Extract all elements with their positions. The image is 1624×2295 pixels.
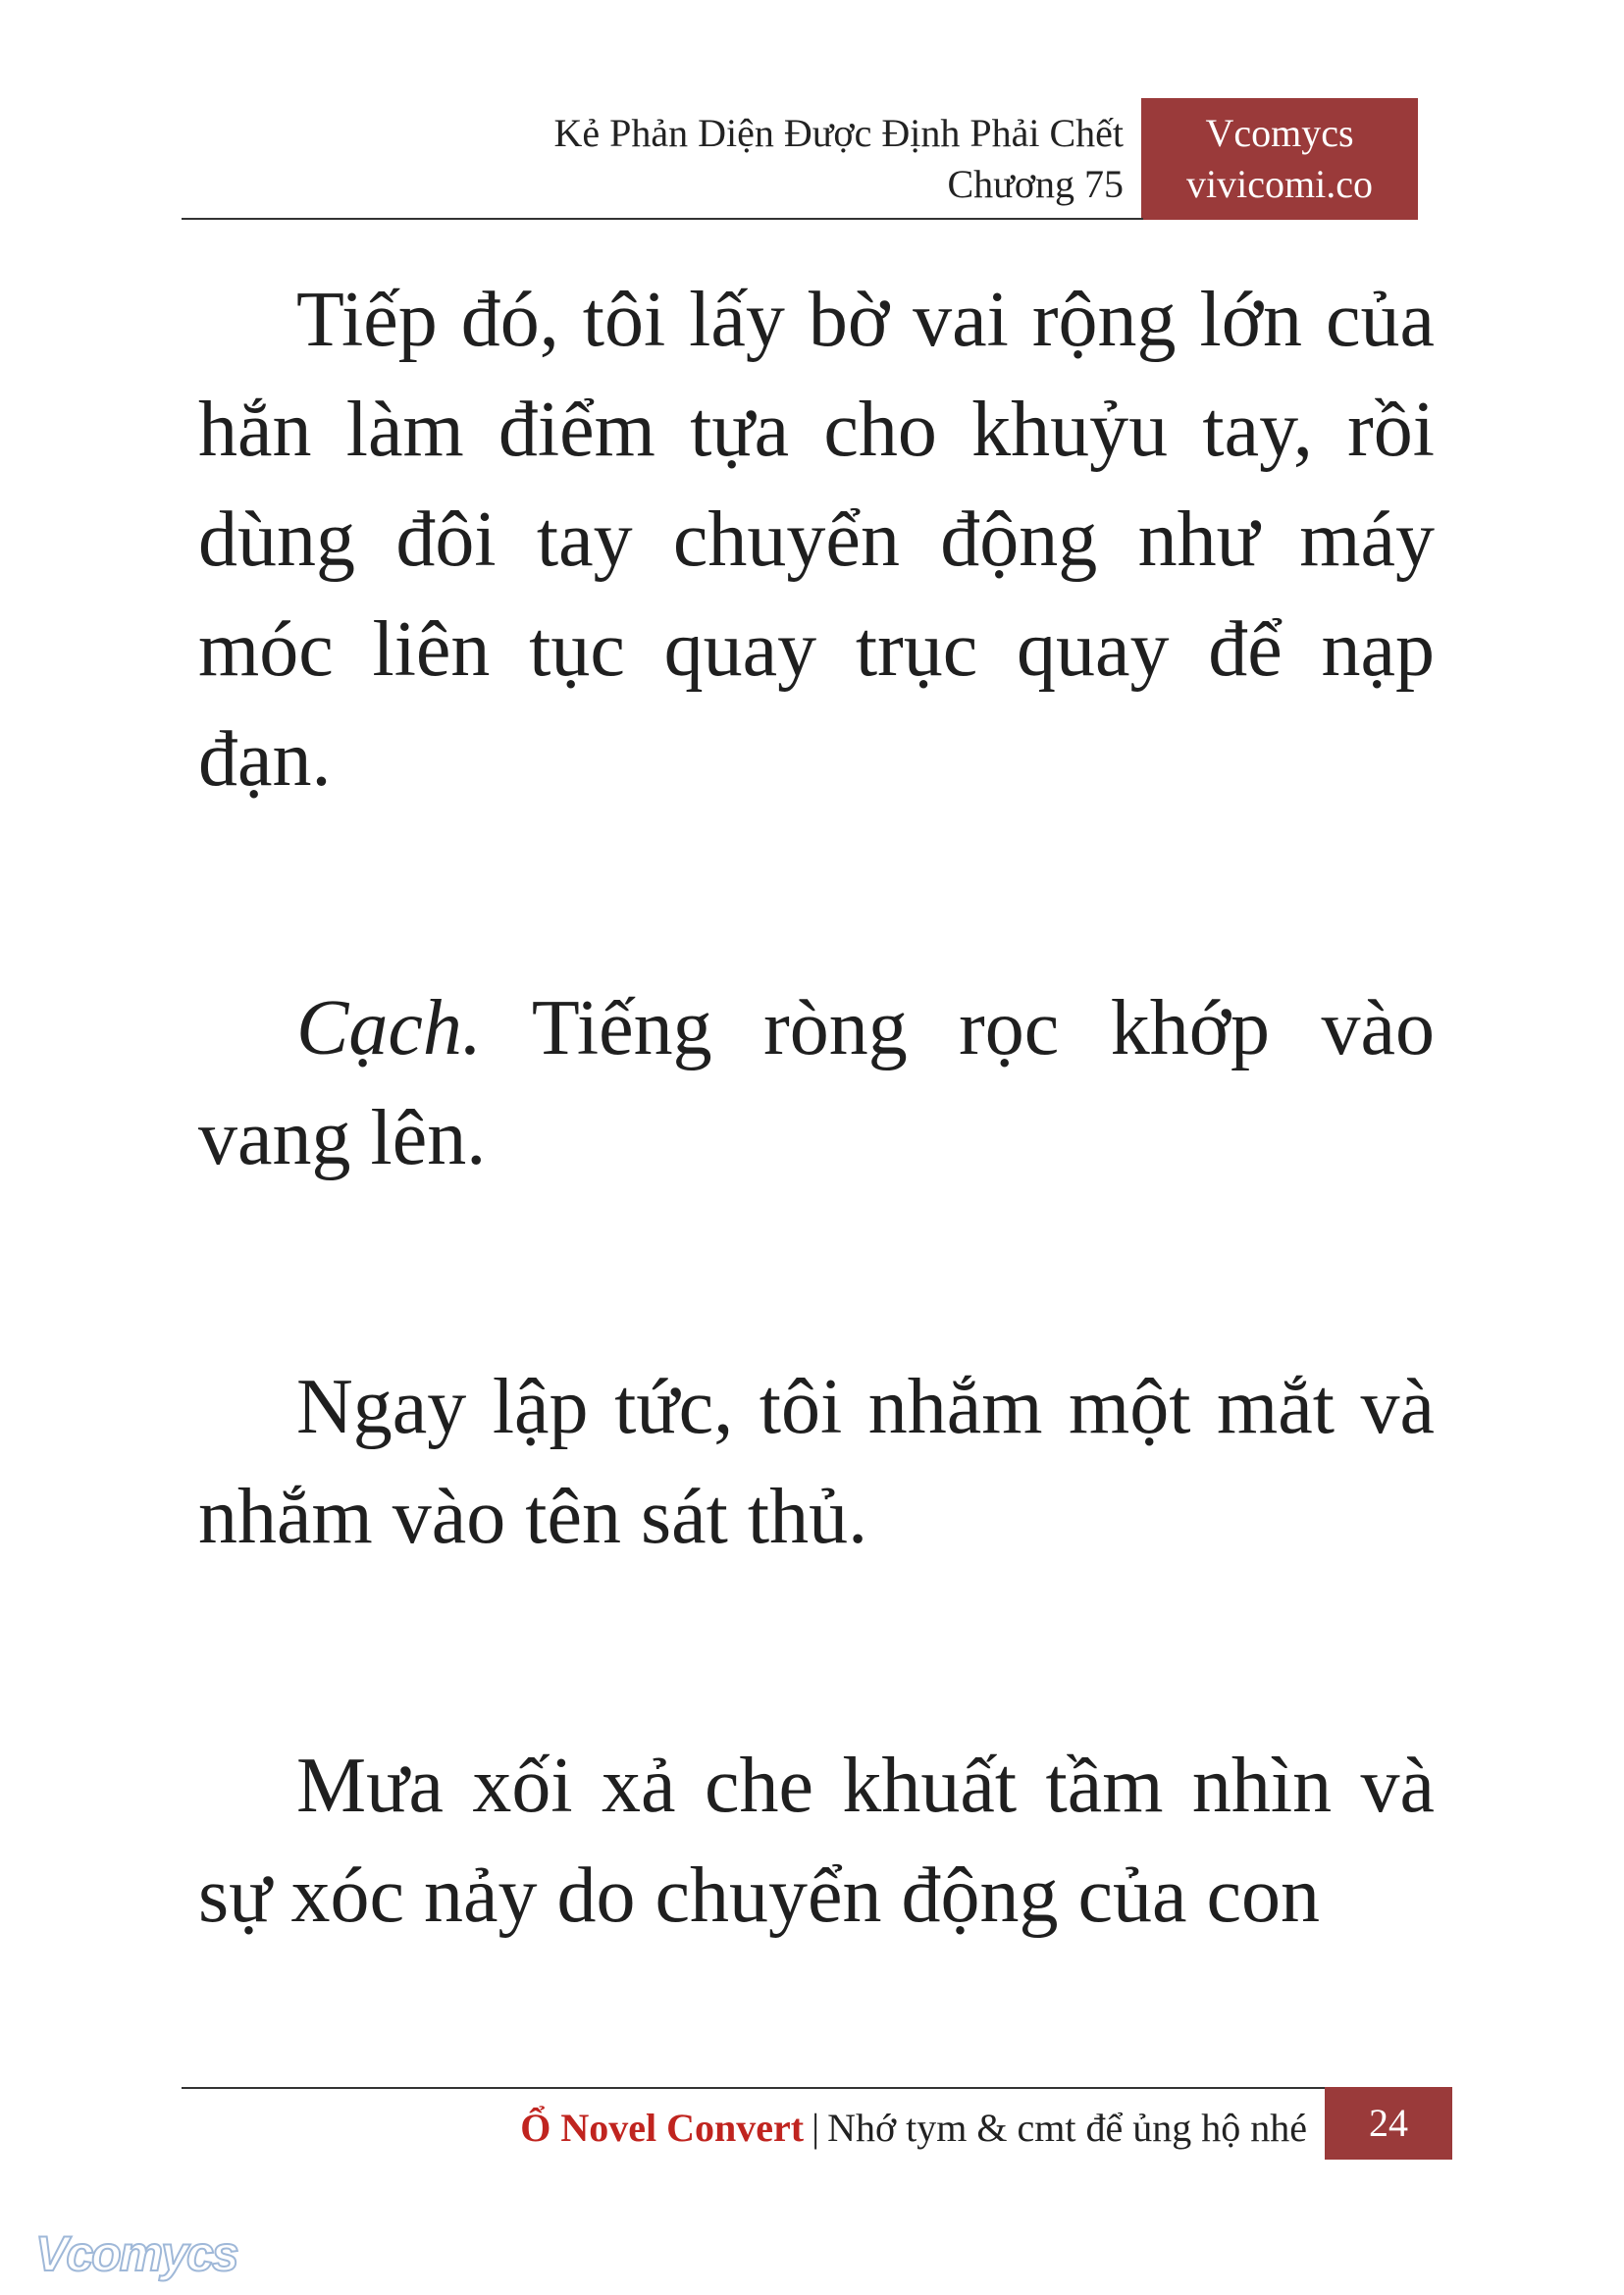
header-titles	[553, 108, 1124, 210]
paragraph-text: Ngay lập tức, tôi nhắm một mắt và nhắm vào tên sát thủ.	[198, 1364, 1435, 1560]
brand-site: vivicomi.co	[1186, 162, 1373, 206]
page-footer	[182, 2087, 1452, 2160]
page-content	[198, 265, 1435, 1951]
footer-divider	[182, 2087, 1325, 2089]
page-number: 24	[1325, 2087, 1452, 2160]
header-brand-box	[1141, 98, 1418, 220]
page-header	[182, 98, 1418, 220]
brand-name: Vcomycs	[1205, 111, 1354, 155]
paragraph-emphasis: Cạch.	[296, 985, 482, 1071]
chapter-label: Chương 75	[947, 162, 1124, 206]
watermark-logo	[29, 2219, 265, 2288]
paragraph-text: Tiếng ròng rọc khớp vào vang lên.	[198, 985, 1435, 1181]
header-divider	[182, 218, 1143, 220]
paragraph	[198, 973, 1435, 1193]
paragraph	[198, 1352, 1435, 1572]
watermark-logo-icon	[29, 2219, 265, 2288]
watermark-text: Vcomycs	[35, 2226, 237, 2281]
footer-separator: |	[812, 2106, 820, 2150]
footer-message: Nhớ tym & cmt để ủng hộ nhé	[827, 2106, 1307, 2150]
paragraph-text: Mưa xối xả che khuất tầm nhìn và sự xóc nảy do chuyển động của con	[198, 1743, 1435, 1939]
paragraph-text: Tiếp đó, tôi lấy bờ vai rộng lớn của hắn làm điểm tựa cho khuỷu tay, rồi dùng đôi tay chuyển động như máy móc liên tục quay trục quay để nạp đạn.	[198, 277, 1435, 803]
book-title: Kẻ Phản Diện Được Định Phải Chết	[553, 111, 1124, 155]
footer-text	[520, 2103, 1307, 2154]
paragraph	[198, 1731, 1435, 1951]
footer-brand: Ổ Novel Convert	[520, 2106, 805, 2150]
paragraph	[198, 265, 1435, 814]
